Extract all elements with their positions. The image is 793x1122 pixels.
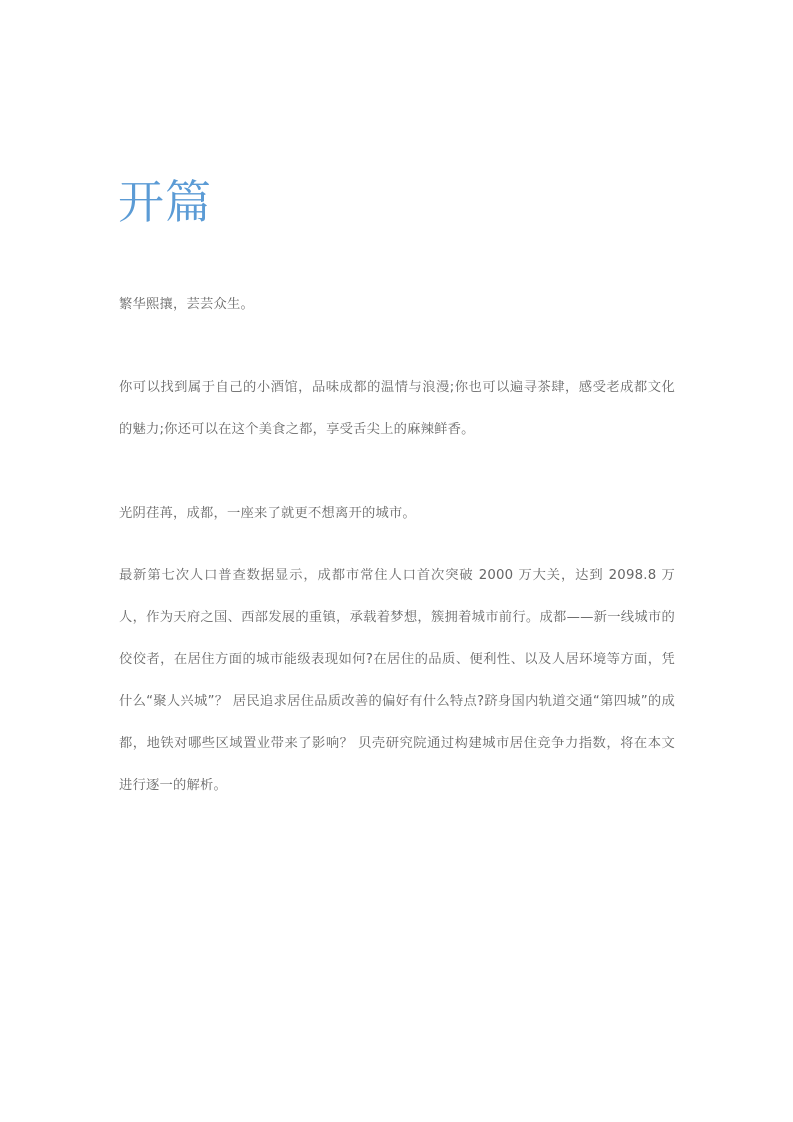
intro-paragraph-1: 繁华熙攘，芸芸众生。 [119, 297, 254, 312]
section-title: 开篇 [118, 175, 212, 229]
intro-paragraph-3: 光阴荏苒，成都，一座来了就更不想离开的城市。 [119, 506, 416, 521]
intro-paragraph-2: 你可以找到属于自己的小酒馆，品味成都的温情与浪漫;你也可以遍寻茶肆，感受老成都文化的魅力;你还可以在这个美食之都，享受舌尖上的麻辣鲜香。 [119, 380, 675, 437]
intro-paragraph-4: 最新第七次人口普查数据显示，成都市常住人口首次突破 2000 万大关，达到 2098.8 万人，作为天府之国、西部发展的重镇，承载着梦想，簇拥着城市前行。成都——新一线城市的佼佼者，在居住方面的城市能级表现如何?在居住的品质、便利性、以及人居环境等方面，凭什么“聚人兴城”？ 居民追求居住品质改善的偏好有什么特点?跻身国内轨道交通“第四城”的成都，地铁对哪些区域置业带来了影响？ 贝壳研究院通过构建城市居住竞争力指数，将在本文进行逐一的解析。 [119, 568, 675, 793]
